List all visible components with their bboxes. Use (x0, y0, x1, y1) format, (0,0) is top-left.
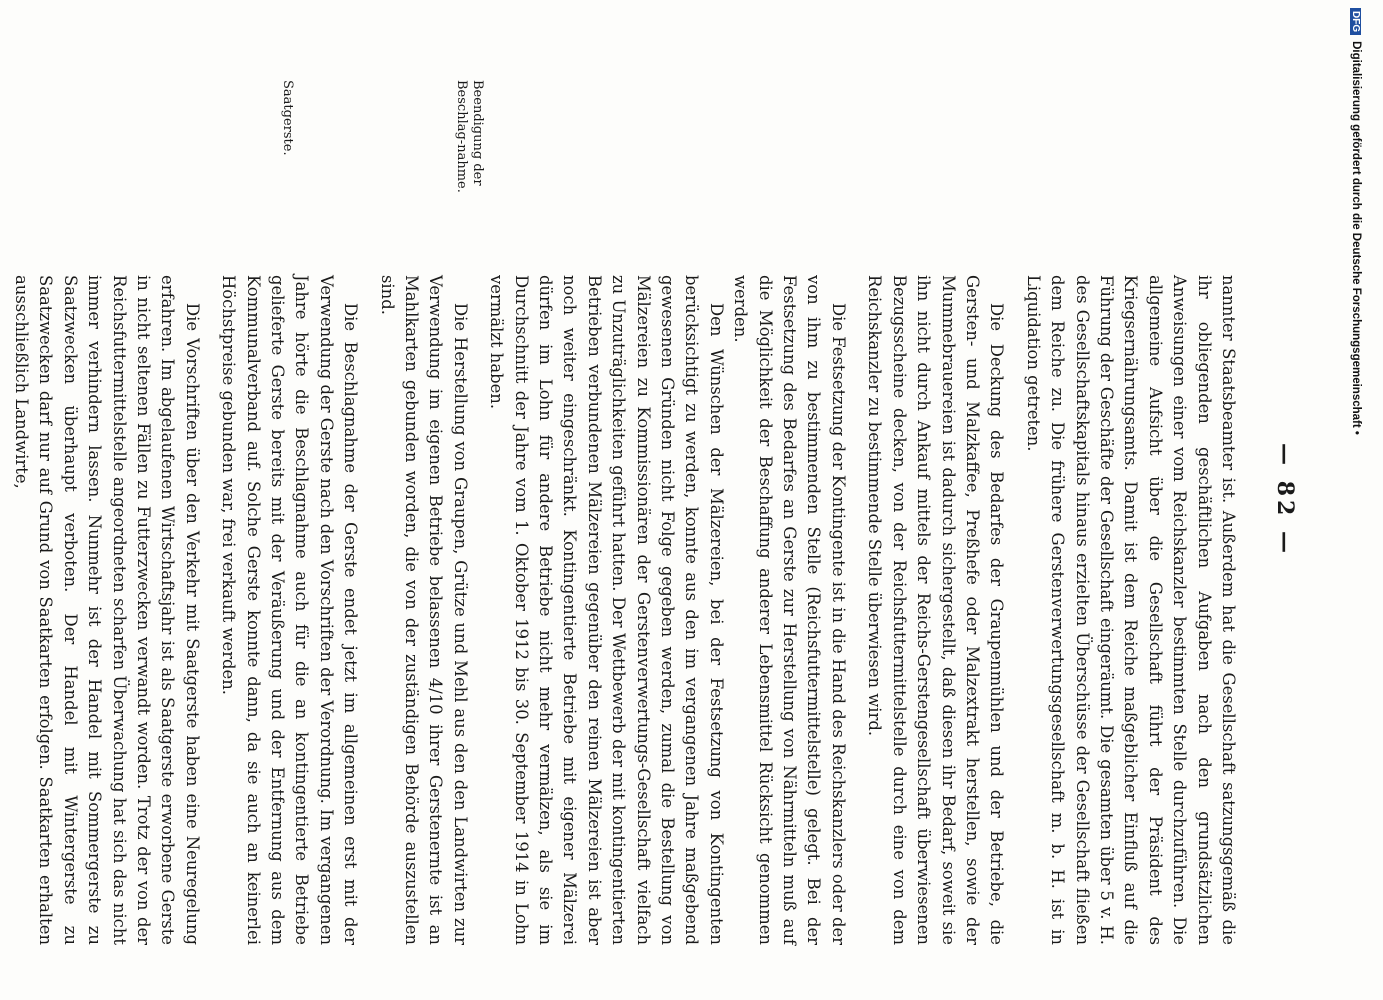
margin-note-saatgerste: Saatgerste. (280, 80, 295, 156)
paragraph-7: Die Vorschriften über den Verkehr mit Saatgerste haben eine Neuregelung erfahren. Im abgelaufenen Wirtschaftsjahr ist als Saatgerste erworbene Gerste in nicht seltenen Fällen zu Futterzwecken verwandt worden. Trotz der von der Reichsfuttermittelstelle angeordneten scharfen Überwachung hat sich das nicht immer verhindern lassen. Nunmehr ist der Handel mit Sommergerste zu Saatzwecken überhaupt verboten. Der Handel mit Wintergerste zu Saatzwecken darf nur auf Grund von Saatkarten erfolgen. Saatkarten erhalten ausschließlich Landwirte, (11, 275, 202, 945)
paragraph-3: Die Festsetzung der Kontingente ist in die Hand des Reichskanzlers oder der von ihm zu bestimmenden Stelle (Reichsfuttermittelstelle) gelegt. Bei der Festsetzung des Bedarfes an Gerste zur Herstellung von Nährmitteln muß auf die Möglichkeit der Beschaffung anderer Lebensmittel Rücksicht genommen werden. (731, 275, 848, 945)
paragraph-1: nannter Staatsbeamter ist. Außerdem hat die Gesellschaft satzungsgemäß die ihr obliegenden geschäftlichen Aufgaben nach den grundsätzlichen Anweisungen einer vom Reichskanzler bestimmten Stelle durchzuführen. Die allgemeine Aufsicht über die Gesellschaft führt der Präsident des Kriegsernährungsamts. Damit ist dem Reiche maßgeblicher Einfluß auf die Führung der Geschäfte der Gesellschaft eingeräumt. Die gesamten über 5 v. H. des Gesellschaftskapitals hinaus erzielten Überschüsse der Gesellschaft fließen dem Reiche zu. Die frühere Gerstenverwertungsgesellschaft m. b. H. ist in Liquidation getreten. (1023, 275, 1238, 945)
margin-note-beendigung: Beendigung der Beschlag-nahme. (454, 80, 485, 193)
text-column (9, 275, 1241, 945)
digitization-credit (1344, 8, 1362, 808)
dfg-logo-icon: DFG (1350, 8, 1361, 35)
paragraph-6: Die Beschlagnahme der Gerste endet jetzt im allgemeinen erst mit der Verwendung der Gerste nach den Vorschriften der Verordnung. Im vergangenen Jahre hörte die Beschlagnahme auch für die an kontingentierte Betriebe gelieferte Gerste bereits mit der Veräußerung und der Entfernung aus dem Kommunalverband auf. Solche Gerste konnte dann, da sie auch an keinerlei Höchstpreise gebunden war, frei verkauft werden. (219, 275, 361, 945)
credit-text: Digitalisierung gefördert durch die Deutsche Forschungsgemeinschaft • (1350, 41, 1362, 435)
page-number: — 82 — (1272, 443, 1298, 557)
paragraph-4: Den Wünschen der Mälzereien, bei der Festsetzung von Kontingenten berücksichtigt zu werden, konnte aus den im vergangenen Jahre maßgebend gewesenen Gründen nicht Folge gegeben werden, zumal die Bestellung von Mälzereien zu Kommissionären der Gerstenverwertungs-Gesellschaft vielfach zu Unzuträglichkeiten geführt hatten. Der Wettbewerb der mit kontingentierten Betrieben verbundenen Mälzereien gegenüber den reinen Mälzereien ist aber noch weiter eingeschränkt. Kontingentierte Betriebe mit eigener Mälzerei dürfen im Lohn für andere Betriebe nicht mehr vermälzen, als sie im Durchschnitt der Jahre vom 1. Oktober 1912 bis 30. September 1914 in Lohn vermälzt haben. (487, 275, 726, 945)
paragraph-2: Die Deckung des Bedarfes der Graupenmühlen und der Betriebe, die Gersten- und Malzkaffee, Preßhefe oder Malzextrakt herstellen, sowie der Mummebrauereien ist dadurch sichergestellt, daß diesen ihr Bedarf, soweit sie ihn nicht durch Ankauf mittels der Reichs-Gerstengesellschaft überwiesenen Bezugsscheine decken, von der Reichsfuttermittelstelle durch eine von dem Reichskanzler zu bestimmende Stelle überwiesen wird. (865, 275, 1007, 945)
paragraph-5: Die Herstellung von Graupen, Grütze und Mehl aus den den Landwirten zur Verwendung im eigenen Betriebe belassenen 4/10 ihrer Gerstenernte ist an Mahlkarten gebunden worden, die von der zuständigen Behörde auszustellen sind. (377, 275, 470, 945)
